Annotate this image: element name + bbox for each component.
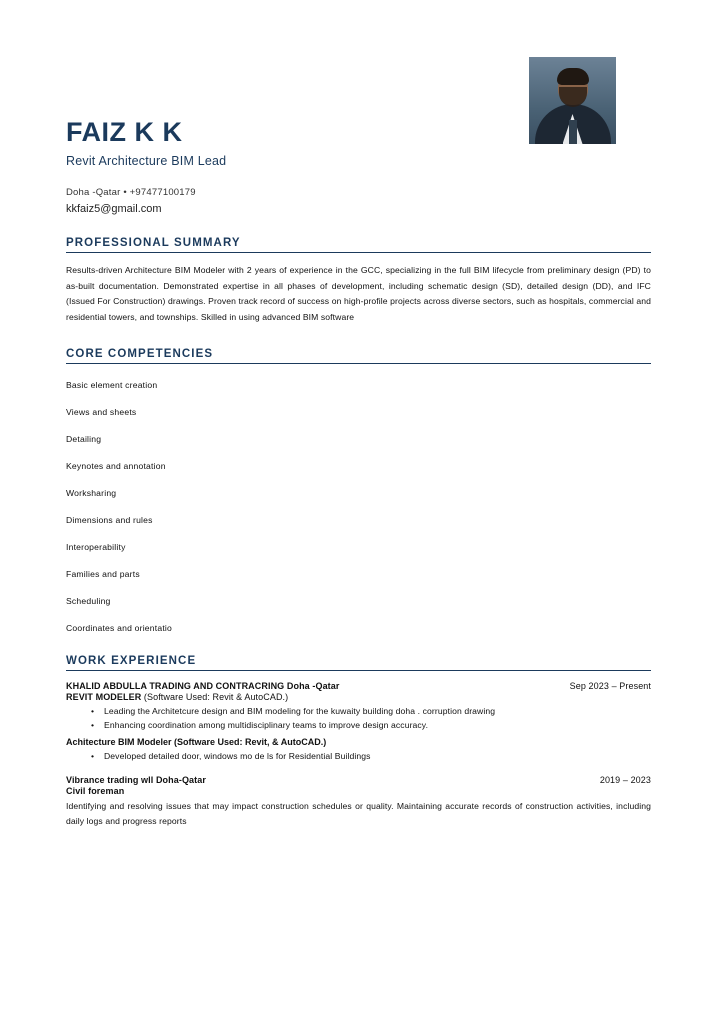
list-item: Coordinates and orientatio bbox=[66, 623, 173, 634]
list-item: Families and parts bbox=[66, 569, 140, 580]
experience-role-title: Civil foreman bbox=[66, 785, 125, 796]
experience-entry-2 bbox=[66, 775, 651, 829]
experience-bullets bbox=[66, 704, 651, 732]
experience-company: Vibrance trading wll Doha-Qatar bbox=[66, 774, 206, 785]
list-item: Basic element creation bbox=[66, 380, 158, 391]
experience-company: KHALID ABDULLA TRADING AND CONTRACRING Doha -Qatar bbox=[66, 681, 340, 692]
experience-role-software: (Software Used: Revit & AutoCAD.) bbox=[143, 692, 289, 703]
experience-role-title: REVIT MODELER bbox=[66, 692, 144, 703]
competency-list bbox=[66, 380, 651, 633]
summary-text: Results-driven Architecture BIM Modeler with 2 years of experience in the GCC, specializing in the full BIM lifecycle from preliminary design (PD) to as-built documentation. Demonstrated expertise in all phases of development, including schematic design (SD), detailed design (DD), and IFC (Issued For Construction) drawings. Proven track record of success on high-profile projects across diverse sectors, such as hospitals, commercial and residential towers, and townships. Skilled in using advanced BIM software bbox=[66, 264, 651, 323]
list-item: Worksharing bbox=[66, 488, 117, 499]
list-item: • Enhancing coordination among multidisciplinary teams to improve design accuracy. bbox=[104, 718, 651, 732]
experience-entry-1 bbox=[66, 681, 651, 763]
list-item: Scheduling bbox=[66, 596, 111, 607]
list-item: • Developed detailed door, windows mo de ls for Residential Buildings bbox=[104, 749, 651, 763]
experience-subrole-bullets bbox=[66, 749, 651, 763]
section-professional-summary bbox=[66, 237, 651, 327]
section-core-competencies bbox=[66, 348, 651, 633]
resume-content bbox=[66, 0, 651, 831]
section-work-experience bbox=[66, 655, 651, 829]
list-item: Keynotes and annotation bbox=[66, 461, 166, 472]
candidate-name: FAIZ K K bbox=[66, 117, 183, 147]
list-item: Views and sheets bbox=[66, 407, 137, 418]
section-heading-summary: PROFESSIONAL SUMMARY bbox=[66, 237, 651, 253]
candidate-title: Revit Architecture BIM Lead bbox=[66, 153, 227, 168]
experience-subrole bbox=[66, 737, 651, 747]
experience-role bbox=[66, 692, 651, 702]
list-item: • Leading the Architetcure design and BIM modeling for the kuwaity building doha . corruption drawing bbox=[104, 704, 651, 718]
experience-description: Identifying and resolving issues that may impact construction schedules or quality. Maintaining accurate records of construction activities, including daily logs and progress reports bbox=[66, 800, 651, 826]
experience-date: Sep 2023 – Present bbox=[569, 681, 651, 692]
list-item: Interoperability bbox=[66, 542, 126, 553]
experience-subrole-title: Achitecture BIM Modeler bbox=[66, 736, 175, 747]
list-item: Dimensions and rules bbox=[66, 515, 153, 526]
section-heading-competencies: CORE COMPETENCIES bbox=[66, 348, 651, 364]
email-address[interactable]: kkfaiz5@gmail.com bbox=[66, 202, 162, 215]
list-item: Detailing bbox=[66, 434, 102, 445]
experience-role bbox=[66, 786, 651, 796]
experience-subrole-software: (Software Used: Revit, & AutoCAD.) bbox=[174, 736, 327, 747]
contact-line: Doha -Qatar • +97477100179 bbox=[66, 186, 196, 198]
experience-date: 2019 – 2023 bbox=[599, 774, 651, 785]
section-heading-experience: WORK EXPERIENCE bbox=[66, 655, 651, 671]
